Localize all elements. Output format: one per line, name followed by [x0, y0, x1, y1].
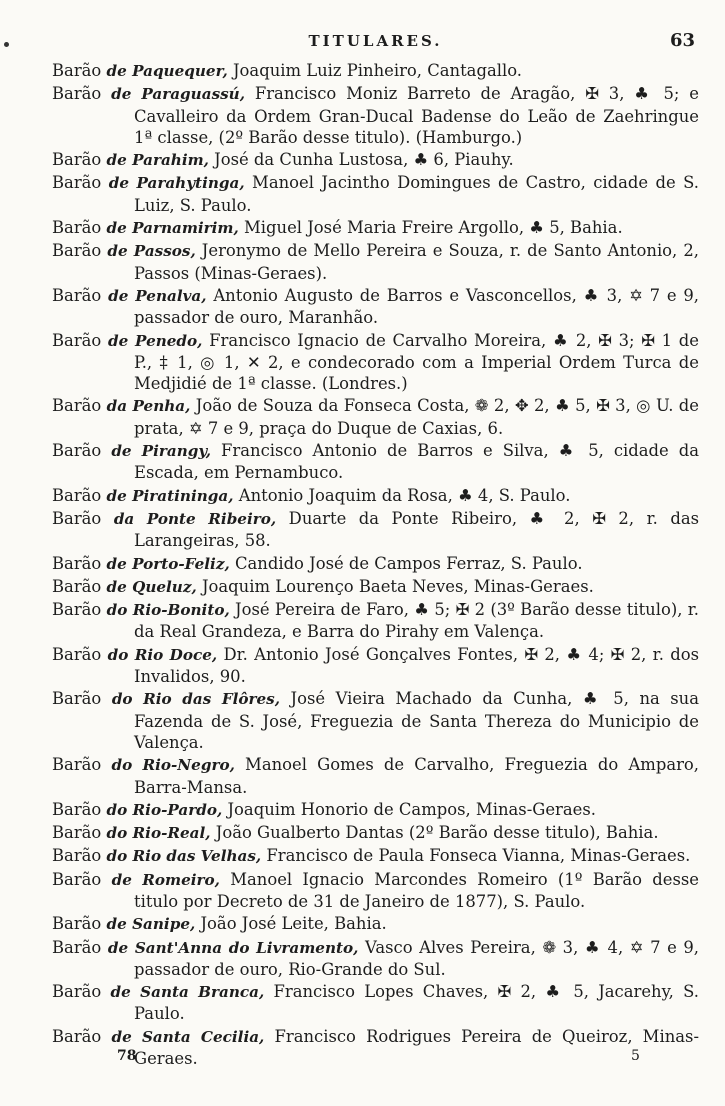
title-entry [52, 869, 699, 913]
entry-rank: Barão [52, 982, 102, 1002]
signature-mark: 78 [117, 1048, 137, 1064]
entry-title-name: da Penha, [106, 397, 191, 416]
entry-rank: Barão [52, 576, 102, 596]
entry-holder-details: Jeronymo de Mello Pereira e Souza, r. de Santo Antonio, 2, Passos (Minas-Geraes). [134, 241, 699, 283]
entry-rank: Barão [52, 799, 102, 819]
entry-rank: Barão [52, 485, 102, 505]
margin-mark [4, 42, 9, 47]
entry-title-name: de Piratininga, [106, 486, 234, 505]
entry-holder-details: Joaquim Lourenço Baeta Neves, Minas-Geraes. [196, 576, 594, 596]
running-title: TITULARES. [308, 32, 443, 50]
entry-rank: Barão [52, 755, 102, 775]
title-entry [52, 799, 699, 821]
entry-holder-details: Joaquim Luiz Pinheiro, Cantagallo. [227, 61, 522, 80]
title-entry [52, 576, 699, 598]
entry-rank: Barão [52, 241, 102, 261]
entry-title-name: do Rio Doce, [107, 645, 218, 664]
page-number: 63 [669, 30, 695, 51]
entry-list [52, 60, 699, 1069]
entry-title-name: de Pirangy, [111, 442, 212, 461]
title-entry [52, 599, 699, 643]
entry-title-name: de Penedo, [108, 331, 203, 350]
entry-title-name: do Rio-Real, [106, 824, 211, 843]
gathering-mark: 5 [631, 1048, 640, 1064]
title-entry [52, 60, 699, 82]
entry-rank: Barão [52, 61, 102, 80]
entry-holder-details: Antonio Augusto de Barros e Vasconcellos, ♣ 3, ✡ 7 e 9, passador de ouro, Maranhão. [134, 285, 699, 328]
entry-rank: Barão [52, 173, 102, 193]
entry-rank: Barão [52, 689, 102, 709]
entry-title-name: do Rio das Flôres, [111, 690, 281, 709]
title-entry [52, 240, 699, 284]
title-entry [52, 553, 699, 575]
entry-title-name: de Queluz, [106, 577, 197, 596]
entry-rank: Barão [52, 285, 102, 305]
entry-title-name: de Parnamirim, [106, 219, 239, 238]
title-entry [52, 217, 699, 239]
entry-holder-details: José da Cunha Lustosa, ♣ 6, Piauhy. [208, 150, 514, 170]
entry-holder-details: Francisco Moniz Barreto de Aragão, ✠ 3, ♣ 5; e Cavalleiro da Ordem Gran-Ducal Badense do Leão de Zaehringue 1ª classe, (2º Barão desse titulo). (Hamburgo.) [134, 84, 699, 147]
entry-rank: Barão [52, 553, 102, 573]
entry-title-name: do Rio-Negro, [111, 756, 235, 775]
entry-title-name: do Rio-Pardo, [106, 800, 223, 819]
entry-title-name: de Santa Branca, [110, 983, 265, 1002]
entry-title-name: de Passos, [107, 242, 196, 261]
entry-rank: Barão [52, 441, 102, 461]
entry-holder-details: João José Leite, Bahia. [195, 914, 387, 934]
entry-holder-details: Vasco Alves Pereira, ❁ 3, ♣ 4, ✡ 7 e 9, passador de ouro, Rio-Grande do Sul. [134, 937, 699, 979]
entry-holder-details: Manoel Gomes de Carvalho, Freguezia do Amparo, Barra-Mansa. [134, 755, 700, 797]
title-entry [52, 330, 699, 395]
entry-holder-details: Dr. Antonio José Gonçalves Fontes, ✠ 2, ♣ 4; ✠ 2, r. dos Invalidos, 90. [134, 644, 699, 687]
title-entry [52, 913, 699, 935]
entry-holder-details: Duarte da Ponte Ribeiro, ♣ 2, ✠ 2, r. das Larangeiras, 58. [134, 508, 699, 551]
entry-rank: Barão [52, 937, 102, 957]
entry-rank: Barão [52, 823, 102, 843]
entry-holder-details: Francisco Lopes Chaves, ✠ 2, ♣ 5, Jacarehy, S. Paulo. [134, 982, 699, 1024]
title-entry [52, 937, 699, 981]
title-entry [52, 845, 699, 867]
entry-rank: Barão [52, 869, 102, 889]
entry-holder-details: Miguel José Maria Freire Argollo, ♣ 5, Bahia. [238, 218, 623, 238]
title-entry [52, 440, 699, 484]
entry-title-name: de Paquequer, [106, 62, 228, 80]
entry-rank: Barão [52, 914, 102, 934]
entry-holder-details: Antonio Joaquim da Rosa, ♣ 4, S. Paulo. [233, 485, 571, 505]
entry-holder-details: João de Souza da Fonseca Costa, ❁ 2, ✥ 2, ♣ 5, ✠ 3, ◎ U. de prata, ✡ 7 e 9, praça do Duque de Caxias, 6. [134, 396, 700, 438]
entry-title-name: de Sanipe, [106, 915, 196, 934]
entry-title-name: de Santa Cecilia, [111, 1027, 265, 1046]
title-entry [52, 644, 699, 688]
entry-rank: Barão [52, 1026, 102, 1046]
entry-title-name: do Rio-Bonito, [106, 601, 230, 620]
page-header [52, 28, 699, 60]
entry-holder-details: Joaquim Honorio de Campos, Minas-Geraes. [222, 799, 596, 819]
title-entry [52, 485, 699, 507]
entry-holder-details: João Gualberto Dantas (2º Barão desse titulo), Bahia. [210, 823, 659, 843]
page-footer [0, 1048, 725, 1072]
title-entry [52, 822, 699, 844]
entry-title-name: de Paraguassú, [111, 85, 245, 104]
entry-rank: Barão [52, 396, 102, 416]
entry-holder-details: José Vieira Machado da Cunha, ♣ 5, na sua Fazenda de S. José, Freguezia de Santa Thereza do Municipio de Valença. [134, 689, 700, 752]
title-entry [52, 149, 699, 171]
entry-rank: Barão [52, 330, 102, 350]
title-entry [52, 395, 699, 439]
entry-rank: Barão [52, 600, 102, 620]
entry-rank: Barão [52, 84, 102, 104]
entry-title-name: de Penalva, [108, 286, 207, 305]
title-entry [52, 981, 699, 1025]
title-entry [52, 285, 699, 329]
entry-title-name: de Parahytinga, [108, 174, 245, 193]
title-entry [52, 172, 699, 216]
entry-rank: Barão [52, 508, 102, 528]
entry-title-name: de Porto-Feliz, [106, 554, 230, 573]
entry-title-name: do Rio das Velhas, [106, 847, 262, 866]
entry-title-name: da Ponte Ribeiro, [113, 509, 277, 528]
title-entry [52, 83, 699, 148]
entry-holder-details: Francisco Rodrigues Pereira de Queiroz, Minas-Geraes. [134, 1026, 699, 1069]
entry-holder-details: Candido José de Campos Ferraz, S. Paulo. [229, 553, 583, 573]
entry-holder-details: Francisco Antonio de Barros e Silva, ♣ 5, cidade da Escada, em Pernambuco. [134, 441, 699, 483]
entry-title-name: de Romeiro, [111, 870, 220, 889]
entry-holder-details: José Pereira de Faro, ♣ 5; ✠ 2 (3º Barão desse titulo), r. da Real Grandeza, e Barra do Pirahy em Valença. [134, 600, 699, 642]
entry-rank: Barão [52, 150, 102, 170]
entry-holder-details: Manoel Jacintho Domingues de Castro, cidade de S. Luiz, S. Paulo. [134, 173, 699, 215]
entry-holder-details: Francisco de Paula Fonseca Vianna, Minas-Geraes. [261, 846, 691, 866]
entry-title-name: de Sant'Anna do Livramento, [107, 938, 359, 957]
title-entry [52, 508, 699, 552]
entry-title-name: de Parahim, [106, 151, 209, 170]
title-entry [52, 754, 699, 798]
entry-rank: Barão [52, 218, 102, 238]
entry-holder-details: Francisco Ignacio de Carvalho Moreira, ♣ 2, ✠ 3; ✠ 1 de P., ‡ 1, ◎ 1, ✕ 2, e condecorado com a Imperial Ordem Turca de Medjidié de 1ª classe. (Londres.) [134, 330, 699, 394]
entry-rank: Barão [52, 644, 102, 664]
entry-rank: Barão [52, 846, 102, 866]
entry-holder-details: Manoel Ignacio Marcondes Romeiro (1º Barão desse titulo por Decreto de 31 de Janeiro de 1877), S. Paulo. [134, 869, 699, 911]
title-entry [52, 688, 699, 753]
